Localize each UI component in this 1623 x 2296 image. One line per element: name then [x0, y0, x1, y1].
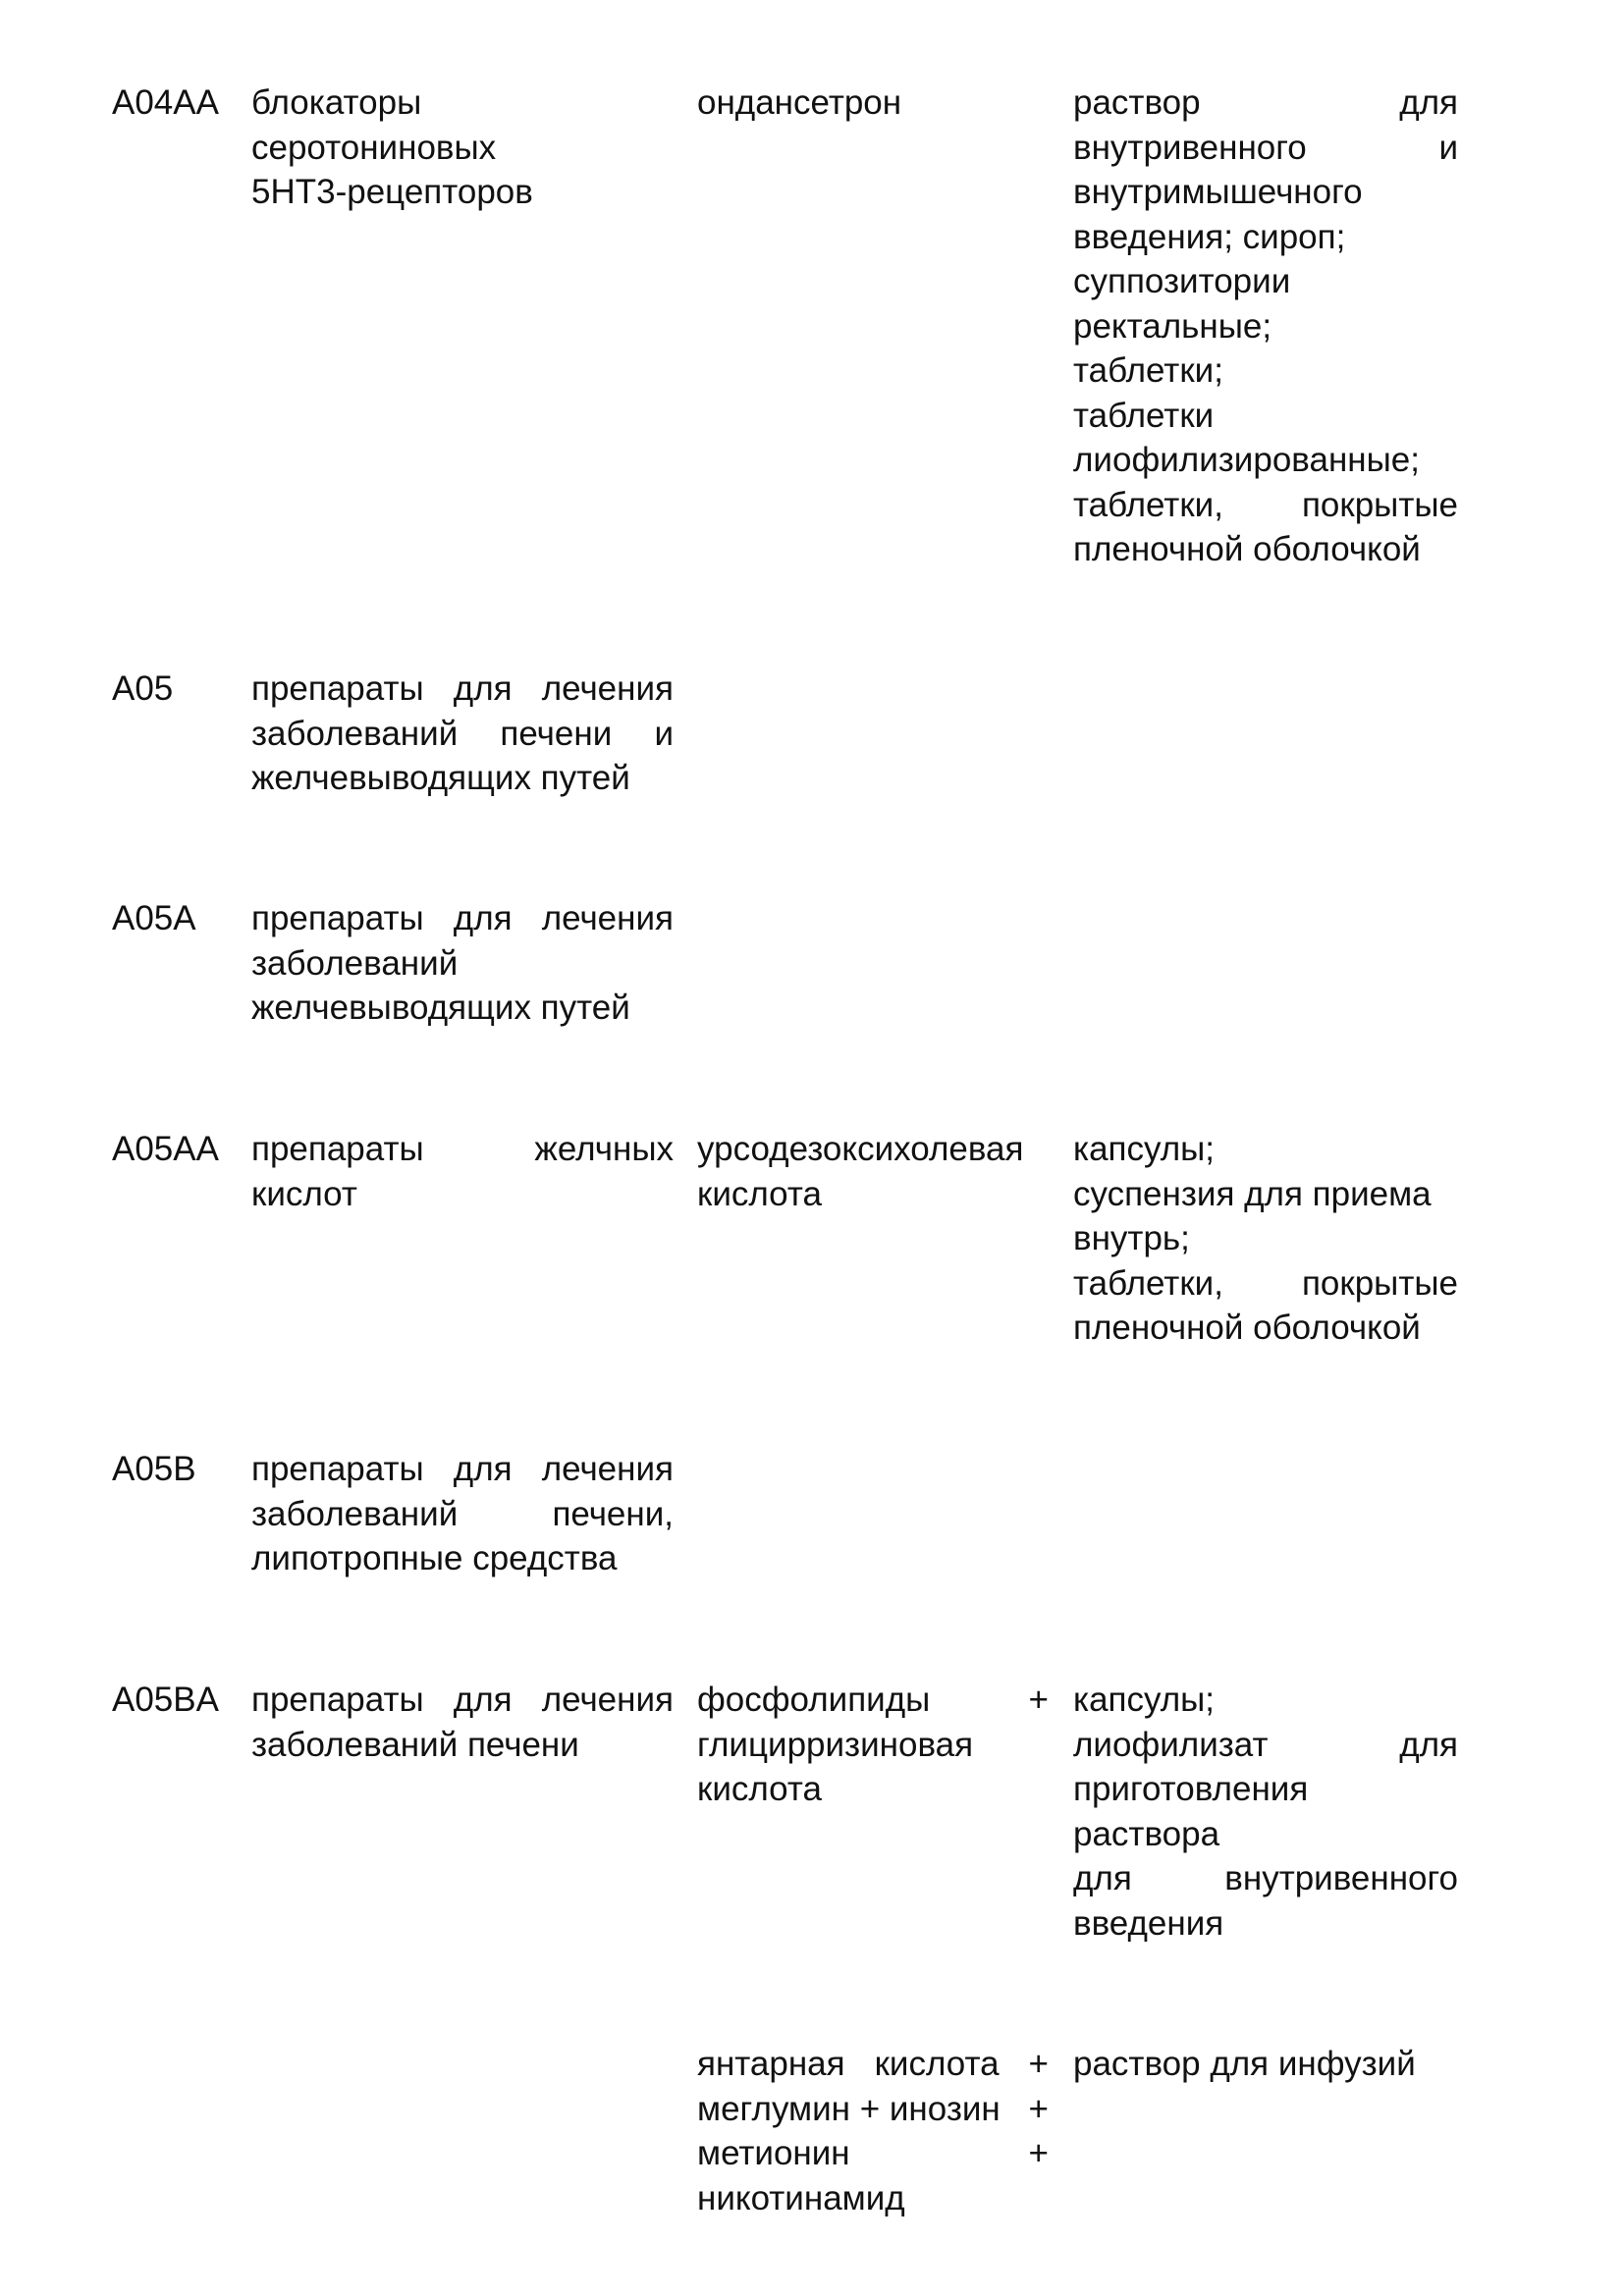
word: +: [1028, 2045, 1049, 2083]
text-line: [251, 896, 674, 941]
text-line: кислота: [697, 1770, 822, 1808]
atc-code: A05B: [112, 1450, 196, 1488]
word: препараты: [251, 899, 424, 937]
word: заболеваний: [251, 1494, 459, 1533]
text-line: липотропные средства: [251, 1539, 618, 1577]
text-line: приготовления: [1073, 1770, 1309, 1808]
dosage-forms: [1073, 1678, 1458, 1946]
word: раствор: [1073, 83, 1201, 122]
word: +: [1028, 2134, 1049, 2172]
text-line: [697, 2131, 1049, 2176]
text-line: внутрь;: [1073, 1219, 1190, 1257]
word: внутривенного: [1224, 1859, 1458, 1897]
atc-code: A05AA: [112, 1130, 219, 1168]
word: кислота: [874, 2045, 1000, 2083]
text-line: [1073, 80, 1458, 126]
word: для: [453, 1681, 513, 1719]
atc-code: A05: [112, 669, 174, 708]
word: лечения: [541, 899, 674, 937]
word: для: [453, 1450, 513, 1488]
text-line: раствор для инфузий: [1073, 2045, 1416, 2083]
word: янтарная: [697, 2045, 845, 2083]
text-line: глицирризиновая: [697, 1725, 974, 1764]
text-line: [1073, 126, 1458, 171]
drug-name: [697, 1678, 1049, 1812]
word: +: [1028, 2089, 1049, 2128]
atc-code: A05A: [112, 899, 196, 937]
text-line: [251, 1127, 674, 1172]
text-line: лиофилизированные;: [1073, 441, 1420, 479]
text-line: [697, 2087, 1049, 2132]
text-line: суппозитории: [1073, 262, 1291, 300]
text-line: [251, 667, 674, 712]
word: для: [1399, 83, 1458, 122]
text-line: ректальные;: [1073, 306, 1272, 346]
word: фосфолипиды: [697, 1681, 931, 1719]
word: и: [1438, 128, 1458, 167]
word: метионин: [697, 2134, 850, 2172]
word: для: [1073, 1859, 1132, 1897]
word: внутривенного: [1073, 128, 1307, 167]
text-line: [1073, 1856, 1458, 1901]
word: препараты: [251, 1681, 424, 1719]
text-line: желчевыводящих путей: [251, 988, 630, 1027]
dosage-forms: [1073, 1127, 1458, 1351]
word: для: [453, 669, 513, 708]
text-line: [251, 712, 674, 757]
text-line: введения; сироп;: [1073, 217, 1346, 256]
word: +: [1028, 1681, 1049, 1719]
text-line: кислот: [251, 1174, 357, 1213]
text-line: [1073, 1261, 1458, 1307]
word: таблетки,: [1073, 1263, 1223, 1303]
word: печени,: [552, 1494, 674, 1533]
text-line: заболеваний печени: [251, 1725, 579, 1764]
text-line: капсулы;: [1073, 1130, 1216, 1168]
text-line: внутримышечного: [1073, 173, 1363, 211]
group-name: [251, 1127, 674, 1216]
text-line: урсодезоксихолевая: [697, 1130, 1024, 1168]
text-line: [251, 1492, 674, 1537]
text-line: желчевыводящих путей: [251, 759, 630, 797]
group-name: [251, 80, 674, 215]
text-line: капсулы;: [1073, 1681, 1216, 1719]
word: таблетки,: [1073, 485, 1223, 524]
group-name: [251, 667, 674, 801]
text-line: заболеваний: [251, 943, 459, 983]
text-line: раствора: [1073, 1814, 1220, 1853]
dosage-forms: [1073, 80, 1458, 572]
atc-code: A04AA: [112, 83, 219, 122]
text-line: 5HT3-рецепторов: [251, 173, 533, 211]
word: лиофилизат: [1073, 1725, 1269, 1764]
text-line: введения: [1073, 1903, 1224, 1943]
group-name: [251, 896, 674, 1031]
text-line: [251, 1447, 674, 1492]
text-line: пленочной оболочкой: [1073, 1308, 1421, 1347]
text-line: [697, 1678, 1049, 1723]
word: для: [1399, 1725, 1458, 1764]
word: печени: [500, 714, 613, 753]
text-line: [1073, 1723, 1458, 1768]
drug-name: [697, 2042, 1049, 2220]
word: лечения: [541, 1681, 674, 1719]
text-line: никотинамид: [697, 2178, 905, 2217]
word: заболеваний: [251, 714, 459, 753]
word: для: [453, 899, 513, 937]
text-line: [251, 1678, 674, 1723]
text-line: таблетки: [1073, 396, 1215, 435]
word: покрытые: [1301, 485, 1458, 524]
word: препараты: [251, 1450, 424, 1488]
word: препараты: [251, 669, 424, 708]
drug-name: [697, 80, 1049, 126]
text-line: серотониновых: [251, 128, 497, 167]
text-line: таблетки;: [1073, 351, 1223, 390]
word: желчных: [534, 1130, 674, 1168]
word: покрытые: [1301, 1263, 1458, 1303]
text-line: кислота: [697, 1174, 822, 1213]
word: лечения: [541, 1450, 674, 1488]
dosage-forms: [1073, 2042, 1458, 2087]
word: меглумин + инозин: [697, 2089, 1001, 2128]
text-line: блокаторы: [251, 83, 422, 122]
word: и: [654, 714, 674, 753]
word: препараты: [251, 1130, 424, 1168]
drug-name: [697, 1127, 1049, 1216]
text-line: [1073, 483, 1458, 528]
text-line: [697, 2042, 1049, 2087]
text-line: пленочной оболочкой: [1073, 530, 1421, 568]
text-line: суспензия для приема: [1073, 1174, 1432, 1213]
word: лечения: [541, 669, 674, 708]
group-name: [251, 1447, 674, 1581]
group-name: [251, 1678, 674, 1767]
atc-code: A05BA: [112, 1681, 219, 1719]
text-line: ондансетрон: [697, 83, 902, 122]
